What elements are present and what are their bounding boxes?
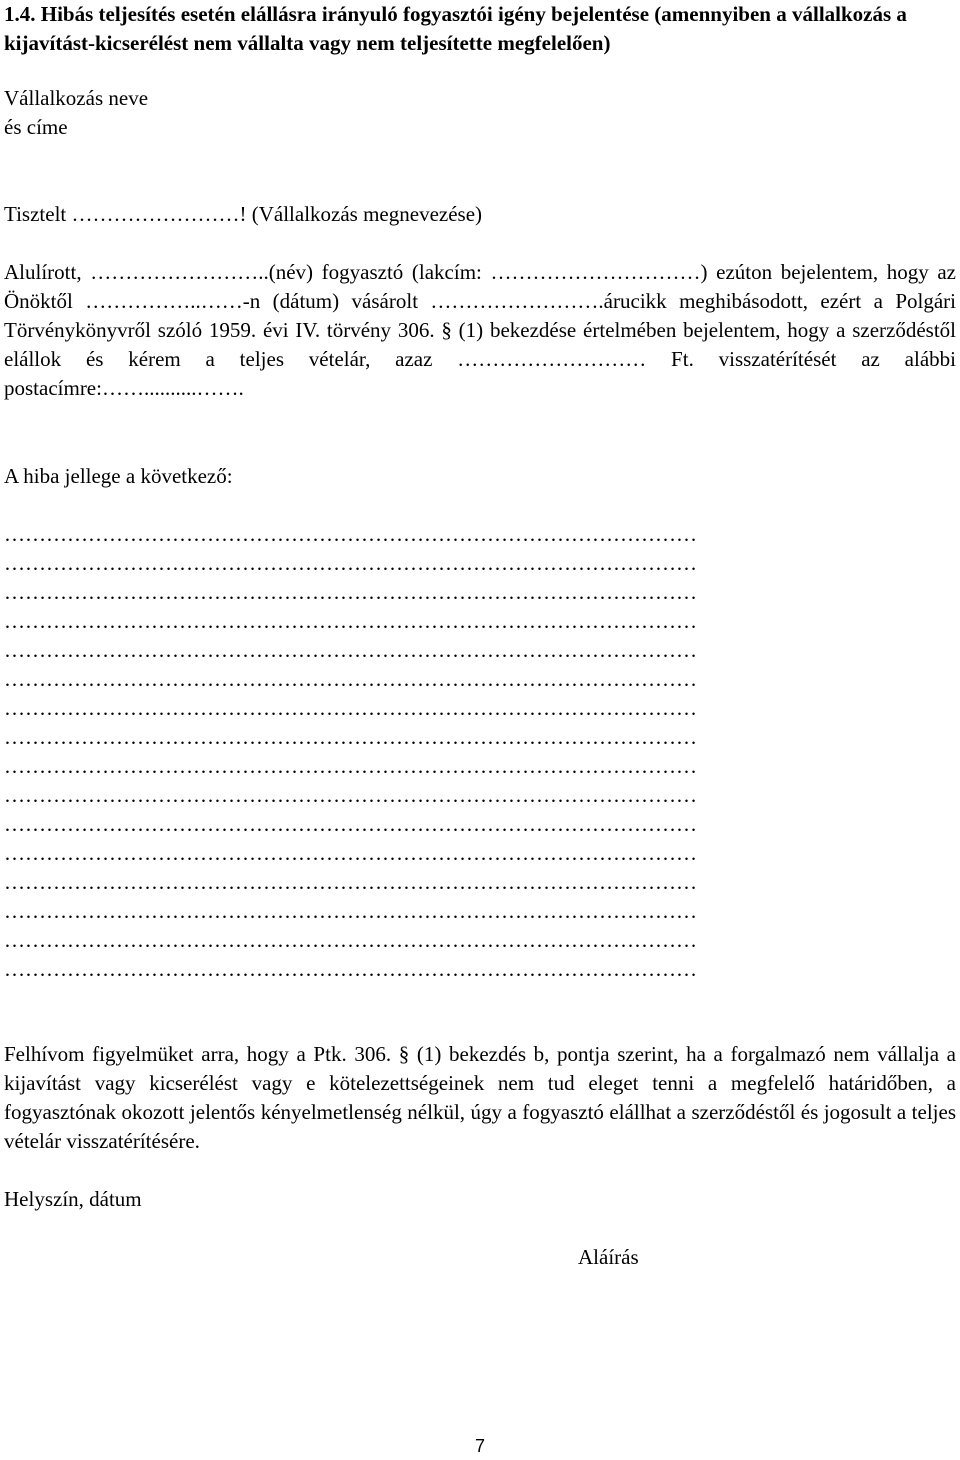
declaration-paragraph: Alulírott, ……………………..(név) fogyasztó (lakcím: …………………………) ezúton bejelentem, hogy az Önöktől ……………..……-n (dátum) vásárolt …………………….árucikk meghibásodott, ezért a Polgári Törvénykönyvről szóló 1959. évi IV. törvény 306. § (1) bekezdése értelmében bejelentem, hogy a szerződéstől elállok és kérem a teljes vételár, azaz ……………………… Ft. visszatérítését az alábbi postacímre:……..........……. [4, 260, 956, 400]
dotted-line: ……………………………………………………………………………………… [4, 783, 697, 807]
signature-label: Aláírás [578, 1245, 639, 1269]
dotted-line: ……………………………………………………………………………………… [4, 899, 697, 923]
greeting-line: Tisztelt ……………………! (Vállalkozás megnevezése) [4, 202, 483, 226]
notice-paragraph: Felhívom figyelmüket arra, hogy a Ptk. 306. § (1) bekezdés b, pontja szerint, ha a forgalmazó nem vállalja a kijavítást vagy kicserélést vagy e kötelezettségeinek nem tud eleget tenni a megfelelő határidőben, a fogyasztónak okozott jelentős kényelmetlenség nélkül, úgy a fogyasztó elállhat a szerződéstől és jogosult a teljes vételár visszatérítésére. [4, 1042, 956, 1153]
dotted-line: ……………………………………………………………………………………… [4, 638, 697, 662]
place-date-label: Helyszín, dátum [4, 1187, 142, 1211]
section-heading: 1.4. Hibás teljesítés esetén elállásra irányuló fogyasztói igény bejelentése (amennyiben a vállalkozás a kijavítást-kicserélést nem vállalta vagy nem teljesítette megfelelően) [4, 2, 907, 55]
defect-description-label: A hiba jellege a következő: [4, 464, 233, 488]
company-name-label: Vállalkozás neve [4, 86, 149, 110]
dotted-line: ……………………………………………………………………………………… [4, 928, 697, 952]
dotted-line: ……………………………………………………………………………………… [4, 754, 697, 778]
dotted-line: ……………………………………………………………………………………… [4, 696, 697, 720]
dotted-line: ……………………………………………………………………………………… [4, 551, 697, 575]
dotted-line: ……………………………………………………………………………………… [4, 667, 697, 691]
dotted-line: ……………………………………………………………………………………… [4, 725, 697, 749]
company-address-label: és címe [4, 115, 68, 139]
dotted-line: ……………………………………………………………………………………… [4, 522, 697, 546]
dotted-line: ……………………………………………………………………………………… [4, 841, 697, 865]
dotted-line: ……………………………………………………………………………………… [4, 870, 697, 894]
dotted-line: ……………………………………………………………………………………… [4, 957, 697, 981]
page-number: 7 [474, 1436, 485, 1456]
dotted-line: ……………………………………………………………………………………… [4, 812, 697, 836]
dotted-line: ……………………………………………………………………………………… [4, 580, 697, 604]
dotted-line: ……………………………………………………………………………………… [4, 609, 697, 633]
